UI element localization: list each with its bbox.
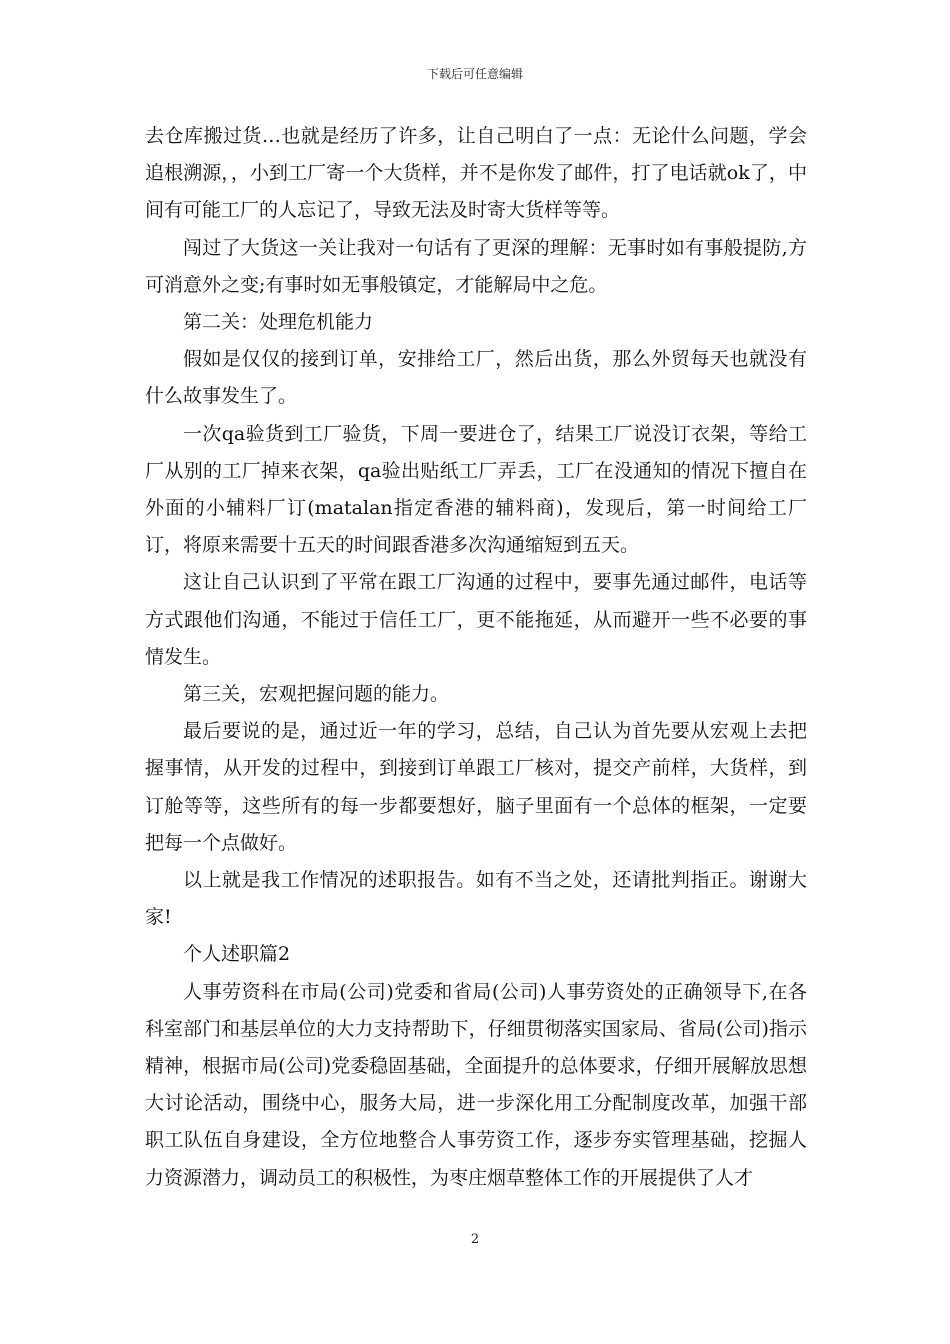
- page-header: 下载后可任意编辑: [426, 67, 523, 81]
- paragraph: 假如是仅仅的接到订单，安排给工厂，然后出货，那么外贸每天也就没有什么故事发生了。: [145, 348, 807, 408]
- section-heading: 第三关，宏观把握问题的能力。: [183, 683, 450, 706]
- paragraph: 这让自己认识到了平常在跟工厂沟通的过程中，要事先通过邮件，电话等方式跟他们沟通，不能过于信任工厂，更不能拖延，从而避开一些不必要的事情发生。: [145, 571, 807, 668]
- document-body: [145, 118, 807, 1197]
- paragraph: 去仓库搬过货…也就是经历了许多，让自己明白了一点：无论什么问题，学会追根溯源，，小到工厂寄一个大货样，并不是你发了邮件，打了电话就ok了，中间有可能工厂的人忘记了，导致无法及时寄大货样等等。: [145, 125, 807, 222]
- section-heading: 个人述职篇2: [183, 943, 291, 966]
- paragraph: 以上就是我工作情况的述职报告。如有不当之处，还请批判指正。谢谢大家!: [145, 869, 807, 929]
- paragraph: 闯过了大货这一关让我对一句话有了更深的理解：无事时如有事般提防,方可消意外之变;有事时如无事般镇定，才能解局中之危。: [145, 236, 807, 296]
- page-number: 2: [470, 1232, 480, 1247]
- paragraph: 人事劳资科在市局(公司)党委和省局(公司)人事劳资处的正确领导下,在各科室部门和基层单位的大力支持帮助下，仔细贯彻落实国家局、省局(公司)指示精神，根据市局(公司)党委稳固基础，全面提升的总体要求，仔细开展解放思想大讨论活动，围绕中心，服务大局，进一步深化用工分配制度改革，加强干部职工队伍自身建设，全方位地整合人事劳资工作，逐步夯实管理基础，挖掘人力资源潜力，调动员工的积极性，为枣庄烟草整体工作的开展提供了人才: [145, 980, 807, 1189]
- paragraph: 一次qa验货到工厂验货，下周一要进仓了，结果工厂说没订衣架，等给工厂从别的工厂掉来衣架，qa验出贴纸工厂弄丢，工厂在没通知的情况下擅自在外面的小辅料厂订(matalan指定香港的辅料商)，发现后，第一时间给工厂订，将原来需要十五天的时间跟香港多次沟通缩短到五天。: [145, 422, 807, 557]
- section-heading: 第二关：处理危机能力: [183, 311, 374, 334]
- paragraph: 最后要说的是，通过近一年的学习，总结，自己认为首先要从宏观上去把握事情，从开发的过程中，到接到订单跟工厂核对，提交产前样，大货样，到订舱等等，这些所有的每一步都要想好，脑子里面有一个总体的框架，一定要把每一个点做好。: [145, 720, 807, 854]
